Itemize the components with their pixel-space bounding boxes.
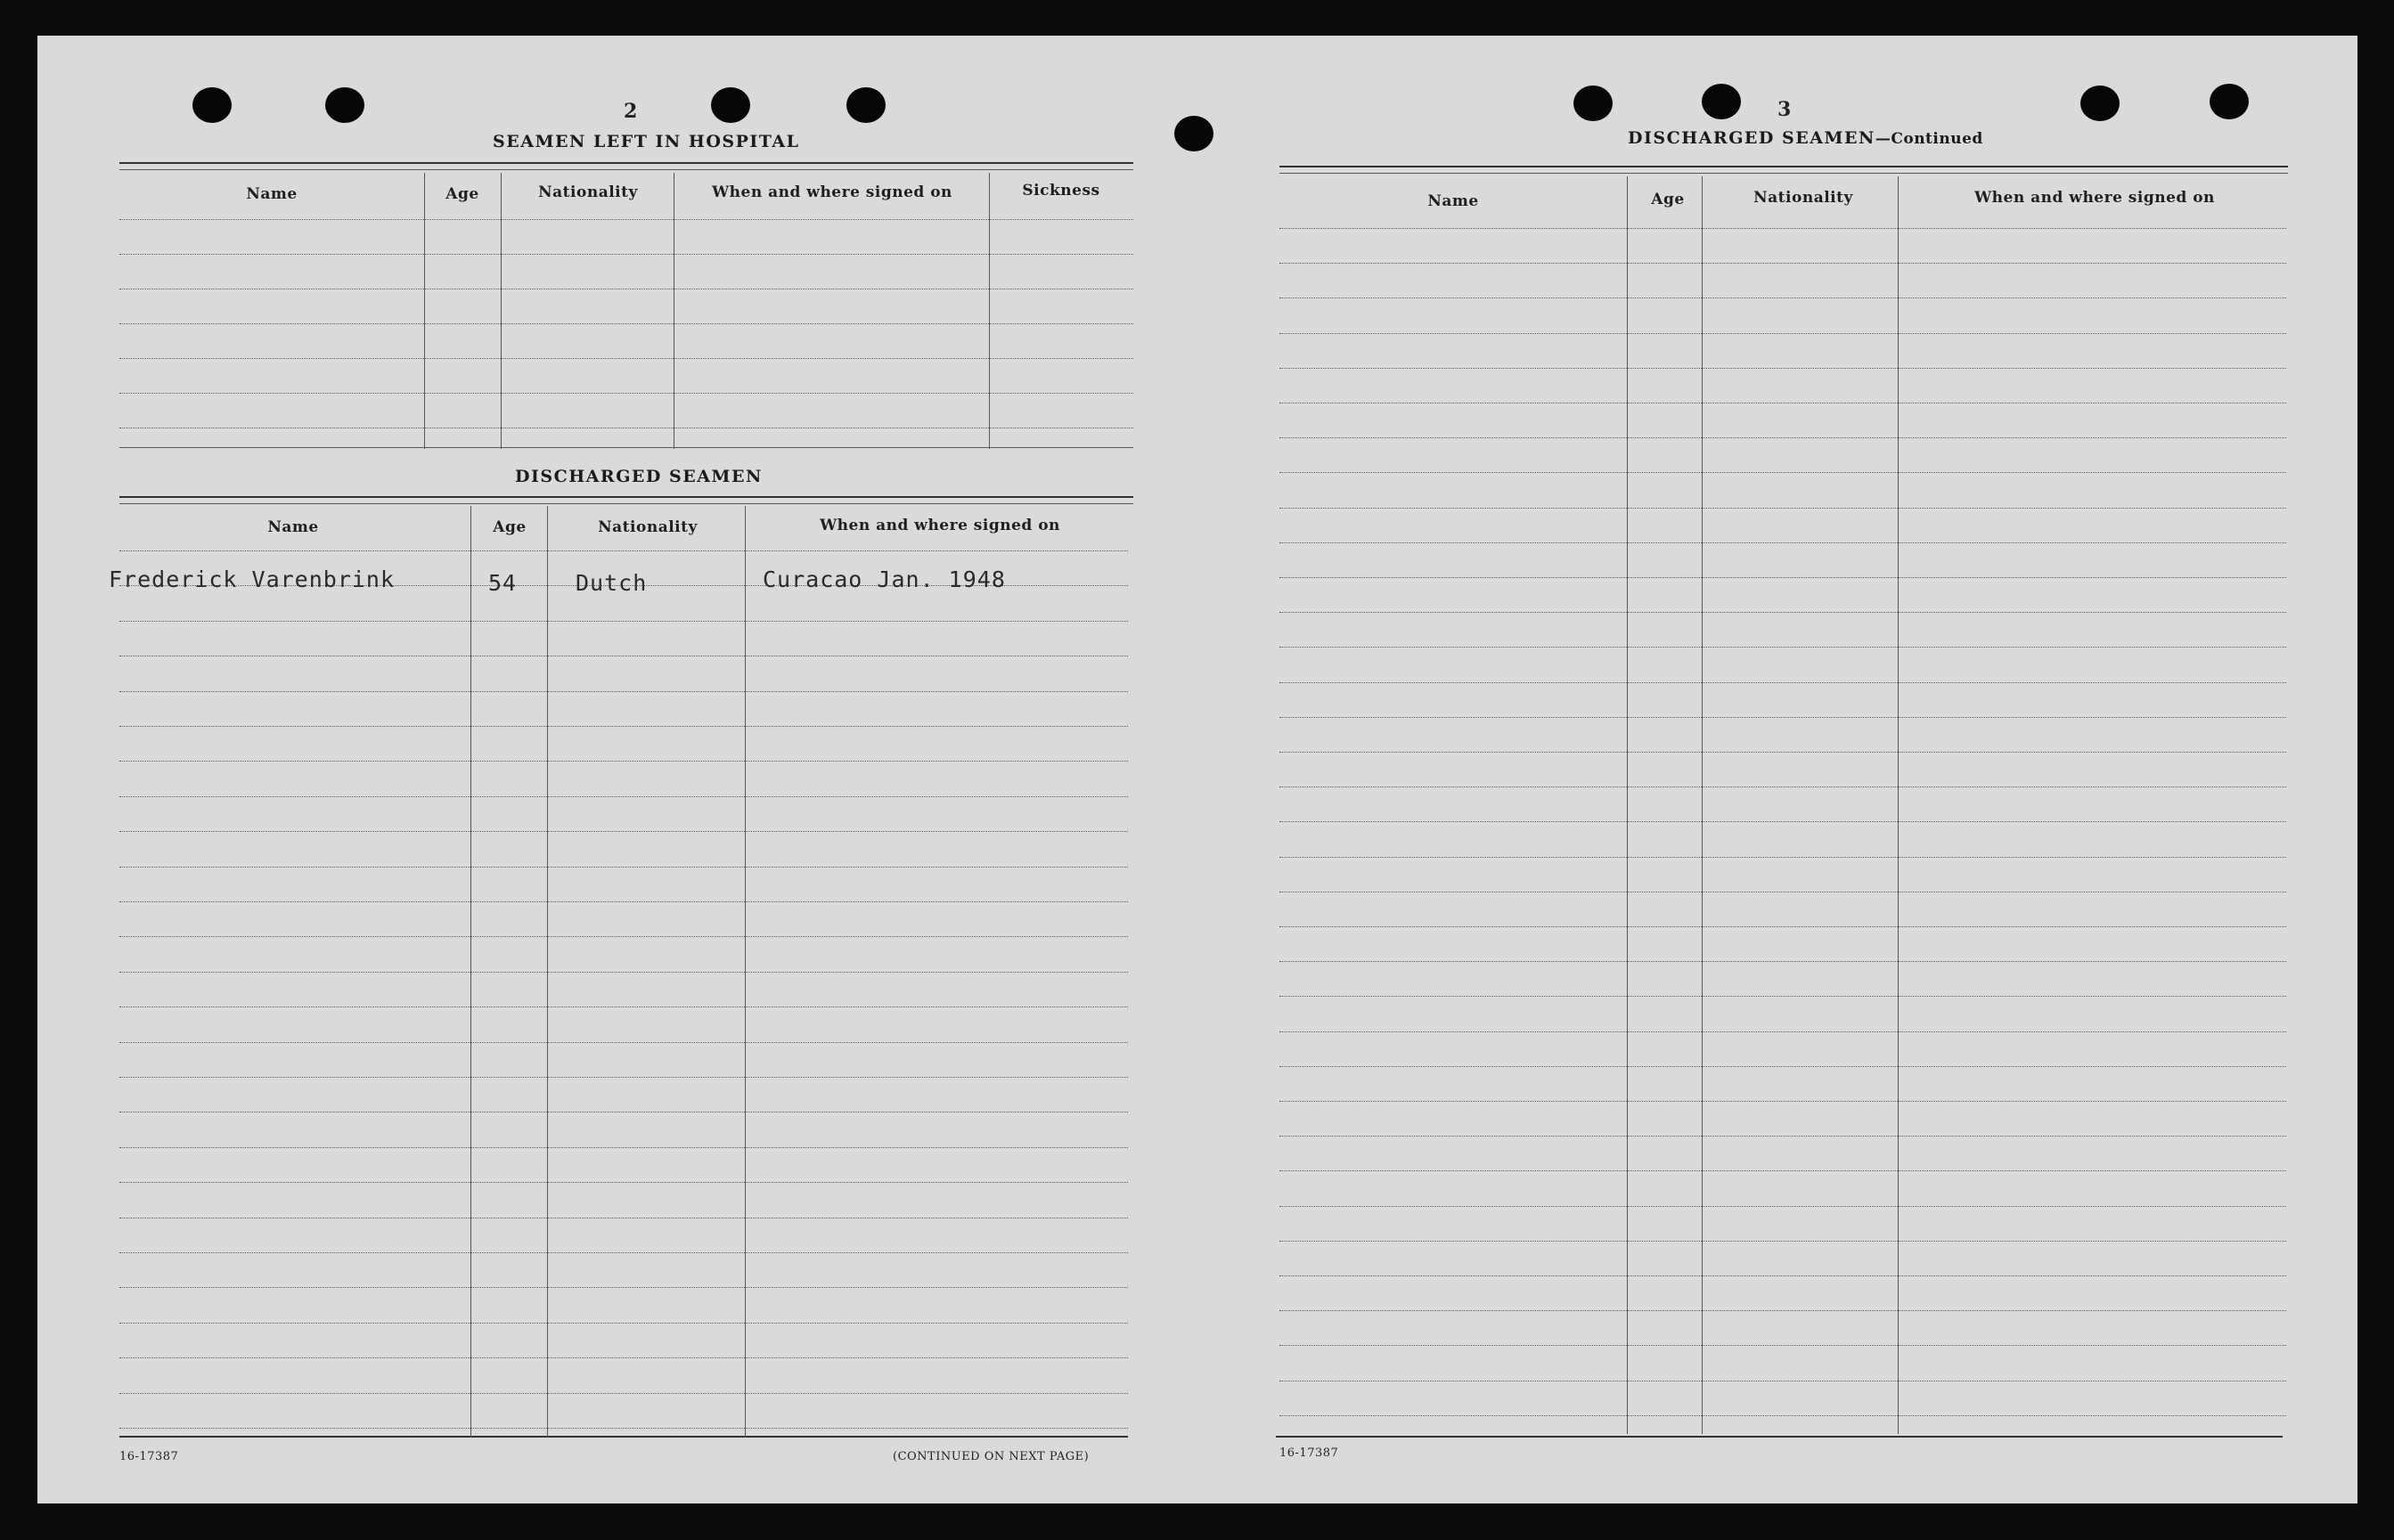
discharged-col-age: Age [493, 518, 527, 536]
right-row-line [1279, 1206, 2286, 1207]
right-top-rule [1279, 166, 2288, 167]
discharged-row-line [119, 1357, 1128, 1358]
right-row-line [1279, 437, 2286, 438]
right-row-line [1279, 1415, 2286, 1416]
hospital-bottom-rule [119, 447, 1133, 448]
punch-hole [325, 87, 364, 123]
right-col-age: Age [1651, 191, 1685, 208]
punch-hole [1702, 84, 1741, 119]
punch-hole [1174, 116, 1213, 151]
punch-hole [1573, 86, 1613, 121]
right-row-line [1279, 647, 2286, 648]
right-row-line [1279, 786, 2286, 787]
discharged-column-divider [547, 506, 548, 1438]
right-bottom-rule [1276, 1436, 2283, 1438]
right-row-line [1279, 1031, 2286, 1032]
right-row-line [1279, 857, 2286, 858]
right-title-suffix: —Continued [1875, 130, 1983, 148]
right-form-number: 16-17387 [1279, 1446, 1339, 1460]
right-col-signed-on: When and where signed on [1974, 189, 2215, 207]
right-row-line [1279, 333, 2286, 334]
discharged-row-line [119, 1042, 1128, 1043]
punch-hole [192, 87, 232, 123]
right-row-line [1279, 542, 2286, 543]
hospital-col-signed-on: When and where signed on [712, 183, 952, 201]
entry-nationality: Dutch [576, 570, 648, 596]
document-sheet [37, 36, 2357, 1503]
right-row-line [1279, 1066, 2286, 1067]
right-column-divider [1627, 176, 1628, 1434]
discharged-row-line [119, 1006, 1128, 1007]
discharged-row-line [119, 1077, 1128, 1078]
left-form-number: 16-17387 [119, 1450, 179, 1463]
right-col-name: Name [1427, 192, 1479, 210]
hospital-col-age: Age [445, 185, 479, 203]
punch-hole [2210, 84, 2249, 119]
hospital-column-divider [501, 173, 502, 449]
discharged-row-line [119, 796, 1128, 797]
hospital-column-divider [424, 173, 425, 449]
discharged-row-line [119, 550, 1128, 551]
right-section-title [1628, 128, 1983, 148]
continued-note: (CONTINUED ON NEXT PAGE) [893, 1450, 1090, 1463]
hospital-section-title: SEAMEN LEFT IN HOSPITAL [493, 132, 800, 151]
discharged-row-line [119, 761, 1128, 762]
right-row-line [1279, 926, 2286, 927]
right-row-line [1279, 612, 2286, 613]
hospital-row-line [119, 254, 1133, 255]
right-row-line [1279, 1136, 2286, 1137]
discharged-row-line [119, 1252, 1128, 1253]
right-column-divider [1898, 176, 1899, 1434]
right-row-line [1279, 228, 2286, 229]
hospital-row-line [119, 358, 1133, 359]
discharged-row-line [119, 726, 1128, 727]
punch-hole [711, 87, 750, 123]
discharged-col-name: Name [267, 518, 319, 536]
discharged-row-line [119, 1147, 1128, 1148]
left-page-number: 2 [624, 100, 638, 123]
hospital-row-line [119, 219, 1133, 220]
entry-name: Frederick Varenbrink [109, 566, 396, 592]
discharged-row-line [119, 831, 1128, 832]
discharged-row-line [119, 691, 1128, 692]
right-row-line [1279, 752, 2286, 753]
discharged-column-divider [745, 506, 746, 1438]
right-row-line [1279, 263, 2286, 264]
discharged-bottom-rule [119, 1436, 1128, 1438]
discharged-row-line [119, 1182, 1128, 1183]
right-row-line [1279, 717, 2286, 718]
discharged-row-line [119, 621, 1128, 622]
hospital-row-line [119, 393, 1133, 394]
discharged-row-line [119, 1393, 1128, 1394]
discharged-top-rule [119, 496, 1133, 498]
right-row-line [1279, 1170, 2286, 1171]
discharged-row-line [119, 901, 1128, 902]
right-row-line [1279, 577, 2286, 578]
right-row-line [1279, 1241, 2286, 1242]
right-col-nationality: Nationality [1753, 189, 1853, 207]
punch-hole [846, 87, 886, 123]
right-row-line [1279, 961, 2286, 962]
discharged-row-line [119, 972, 1128, 973]
entry-signed-on: Curacao Jan. 1948 [763, 566, 1006, 592]
right-row-line [1279, 1101, 2286, 1102]
hospital-top-rule [119, 162, 1133, 164]
discharged-row-line [119, 1323, 1128, 1324]
right-page-number: 3 [1777, 98, 1792, 121]
discharged-row-line [119, 1428, 1128, 1429]
right-row-line [1279, 508, 2286, 509]
discharged-section-title: DISCHARGED SEAMEN [515, 467, 763, 486]
hospital-col-nationality: Nationality [538, 183, 638, 201]
hospital-row-line [119, 323, 1133, 324]
right-title-main: DISCHARGED SEAMEN [1628, 128, 1875, 148]
discharged-column-divider [470, 506, 471, 1438]
right-row-line [1279, 821, 2286, 822]
right-row-line [1279, 368, 2286, 369]
right-row-line [1279, 1345, 2286, 1346]
discharged-col-nationality: Nationality [598, 518, 698, 536]
right-row-line [1279, 682, 2286, 683]
right-row-line [1279, 472, 2286, 473]
right-top-rule-2 [1279, 173, 2288, 174]
right-row-line [1279, 297, 2286, 298]
right-row-line [1279, 1310, 2286, 1311]
punch-hole [2080, 86, 2120, 121]
hospital-column-divider [989, 173, 990, 449]
right-column-divider [1702, 176, 1703, 1434]
discharged-row-line [119, 1287, 1128, 1288]
hospital-col-name: Name [246, 185, 298, 203]
right-row-line [1279, 1275, 2286, 1276]
discharged-col-signed-on: When and where signed on [820, 517, 1060, 534]
right-row-line [1279, 996, 2286, 997]
discharged-row-line [119, 867, 1128, 868]
discharged-top-rule-2 [119, 503, 1133, 504]
entry-age: 54 [488, 570, 518, 596]
hospital-top-rule-2 [119, 169, 1133, 170]
hospital-col-sickness: Sickness [1022, 182, 1100, 200]
discharged-row-line [119, 936, 1128, 937]
